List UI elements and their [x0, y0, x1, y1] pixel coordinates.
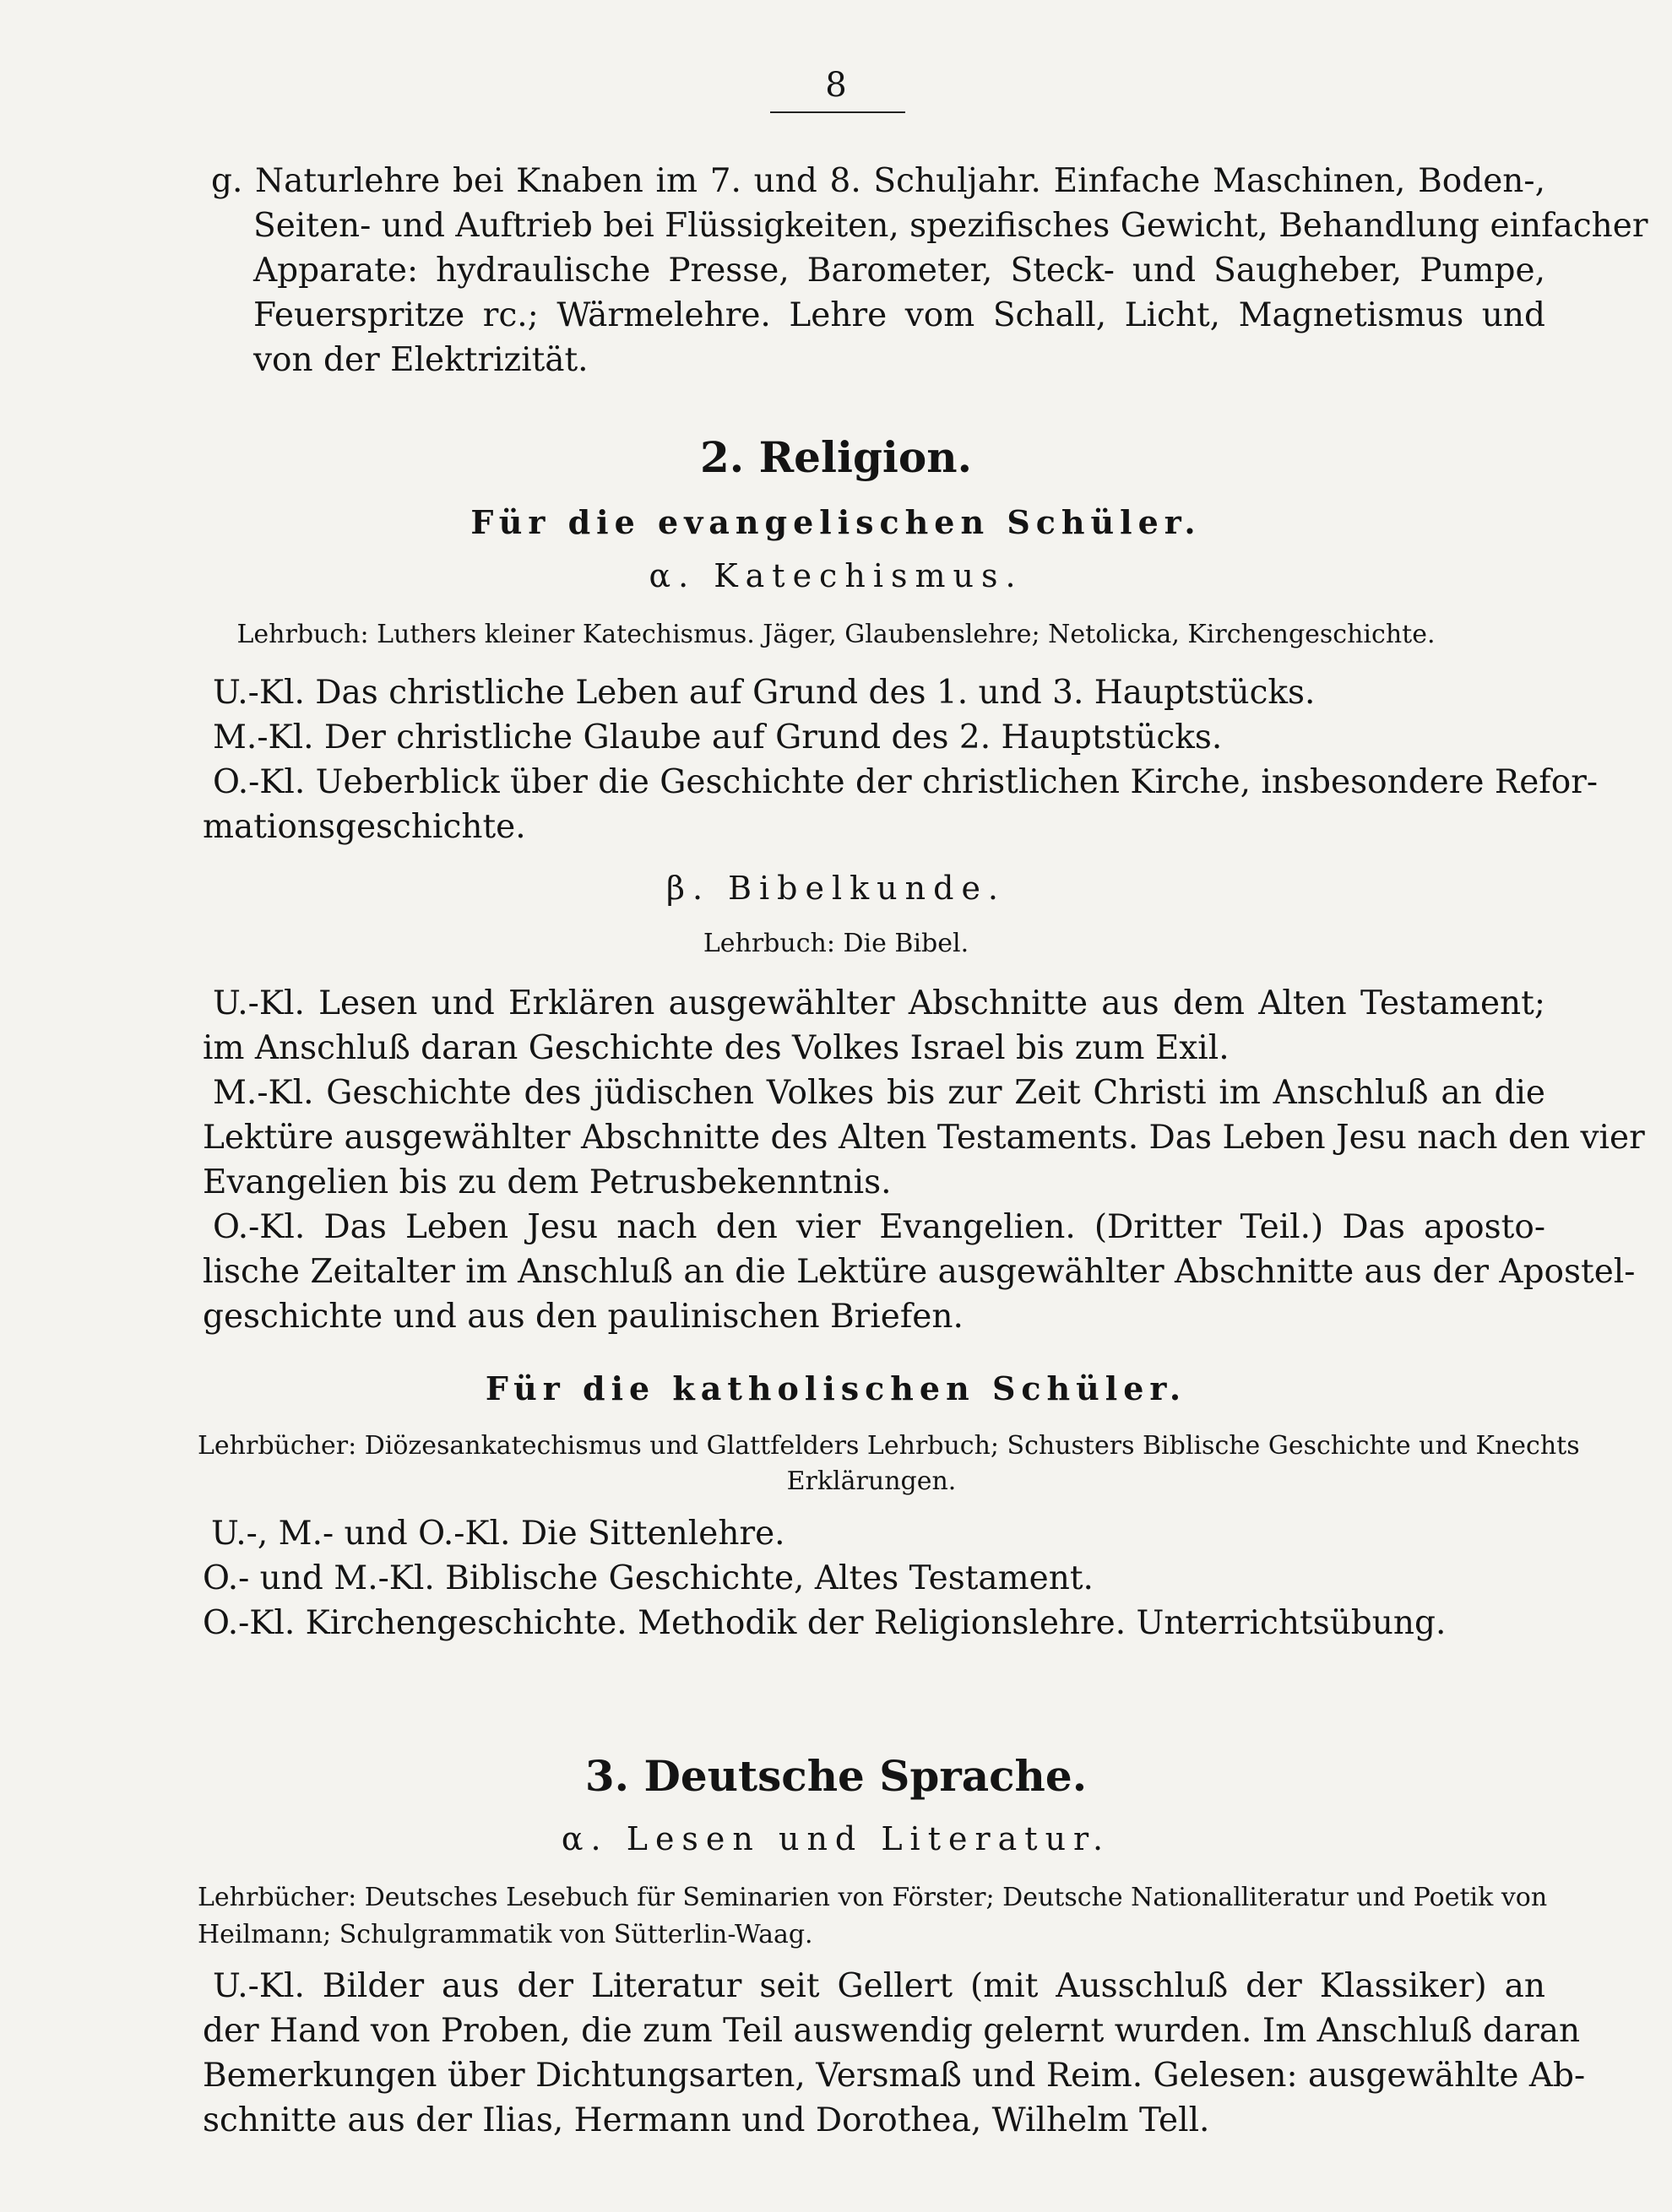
- deutsch-lehrbuch: [198, 1879, 1548, 1954]
- catholic-classes: [203, 1511, 1545, 1645]
- paragraph-line: Apparate: hydraulische Presse, Barometer, Steck- und Saugheber, Pumpe,: [253, 252, 1545, 290]
- paragraph-line: Feuerspritze rc.; Wärmelehre. Lehre vom Schall, Licht, Magnetismus und: [253, 296, 1545, 334]
- bibelkunde-classes: [203, 981, 1645, 1339]
- lehrbuch-line: Lehrbücher: Deutsches Lesebuch für Seminarien von Förster; Deutsche Nationalliteratur und Poetik von: [198, 1883, 1548, 1912]
- m-kl-line: Evangelien bis zu dem Petrusbekenntnis.: [203, 1163, 892, 1201]
- deutsch-u-kl: [203, 1964, 1586, 2143]
- page-number-rule: [770, 111, 905, 113]
- section-title-deutsch: 3. Deutsche Sprache.: [584, 1751, 1088, 1801]
- u-kl-line: Bemerkungen über Dichtungsarten, Versmaß und Reim. Gelesen: ausgewählte Ab-: [203, 2057, 1586, 2095]
- m-kl-line: M.-Kl. Der christliche Glaube auf Grund des 2. Hauptstücks.: [213, 718, 1223, 756]
- u-kl-line: U.-Kl. Lesen und Erklären ausgewählter Abschnitte aus dem Alten Testament;: [213, 984, 1545, 1022]
- paragraph-line: g. Naturlehre bei Knaben im 7. und 8. Schuljahr. Einfache Maschinen, Boden-,: [211, 162, 1545, 200]
- bibelkunde-heading: β. Bibelkunde.: [665, 870, 1007, 907]
- o-kl-line: O.-Kl. Ueberblick über die Geschichte der christlichen Kirche, insbesondere Refor-: [213, 763, 1599, 801]
- bibelkunde-lehrbuch: Lehrbuch: Die Bibel.: [703, 929, 969, 958]
- lesen-literatur-heading: α. Lesen und Literatur.: [561, 1820, 1111, 1857]
- u-kl-line: U.-Kl. Bilder aus der Literatur seit Gellert (mit Ausschluß der Klassiker) an: [213, 1967, 1545, 2005]
- katechismus-heading: α. Katechismus.: [649, 557, 1023, 594]
- u-kl-line: im Anschluß daran Geschichte des Volkes Israel bis zum Exil.: [203, 1029, 1230, 1067]
- o-kl-line: O.-Kl. Das Leben Jesu nach den vier Evangelien. (Dritter Teil.) Das aposto-: [213, 1208, 1545, 1246]
- o-kl-line: geschichte und aus den paulinischen Briefen.: [203, 1298, 964, 1336]
- evangelical-heading: Für die evangelischen Schüler.: [470, 503, 1202, 541]
- u-kl-line: schnitte aus der Ilias, Hermann und Dorothea, Wilhelm Tell.: [203, 2101, 1210, 2139]
- class-line: O.- und M.-Kl. Biblische Geschichte, Altes Testament.: [203, 1559, 1094, 1597]
- class-line: O.-Kl. Kirchengeschichte. Methodik der Religionslehre. Unterrichtsübung.: [203, 1604, 1447, 1642]
- section-title-religion: 2. Religion.: [699, 432, 973, 482]
- u-kl-line: U.-Kl. Das christliche Leben auf Grund des 1. und 3. Hauptstücks.: [213, 674, 1316, 712]
- m-kl-line: Lektüre ausgewählter Abschnitte des Alten Testaments. Das Leben Jesu nach den vier: [203, 1119, 1645, 1157]
- u-kl-line: der Hand von Proben, die zum Teil auswendig gelernt wurden. Im Anschluß daran: [203, 2012, 1581, 2050]
- paragraph-line: von der Elektrizität.: [253, 341, 589, 379]
- page-number: 8: [825, 66, 847, 105]
- lehrbuch-line: Heilmann; Schulgrammatik von Sütterlin-Waag.: [198, 1920, 813, 1949]
- class-line: U.-, M.- und O.-Kl. Die Sittenlehre.: [211, 1515, 785, 1553]
- katechismus-lehrbuch: Lehrbuch: Luthers kleiner Katechismus. Jäger, Glaubenslehre; Netolicka, Kirchengeschichte.: [236, 620, 1436, 649]
- naturlehre-paragraph: [211, 159, 1648, 382]
- m-kl-line: M.-Kl. Geschichte des jüdischen Volkes bis zur Zeit Christi im Anschluß an die: [213, 1074, 1545, 1112]
- lehrbuch-line: Lehrbücher: Diözesankatechismus und Glattfelders Lehrbuch; Schusters Biblische Geschichte und Knechts: [198, 1431, 1580, 1461]
- catholic-lehrbuch: [198, 1429, 1580, 1499]
- catholic-heading: Für die katholischen Schüler.: [485, 1369, 1187, 1407]
- paragraph-line: Seiten- und Auftrieb bei Flüssigkeiten, spezifisches Gewicht, Behandlung einfacher: [253, 207, 1648, 245]
- o-kl-line: lische Zeitalter im Anschluß an die Lektüre ausgewählter Abschnitte aus der Apostel-: [203, 1253, 1636, 1291]
- katechismus-classes: [203, 670, 1599, 849]
- o-kl-line: mationsgeschichte.: [203, 808, 526, 846]
- lehrbuch-line: Erklärungen.: [786, 1467, 957, 1496]
